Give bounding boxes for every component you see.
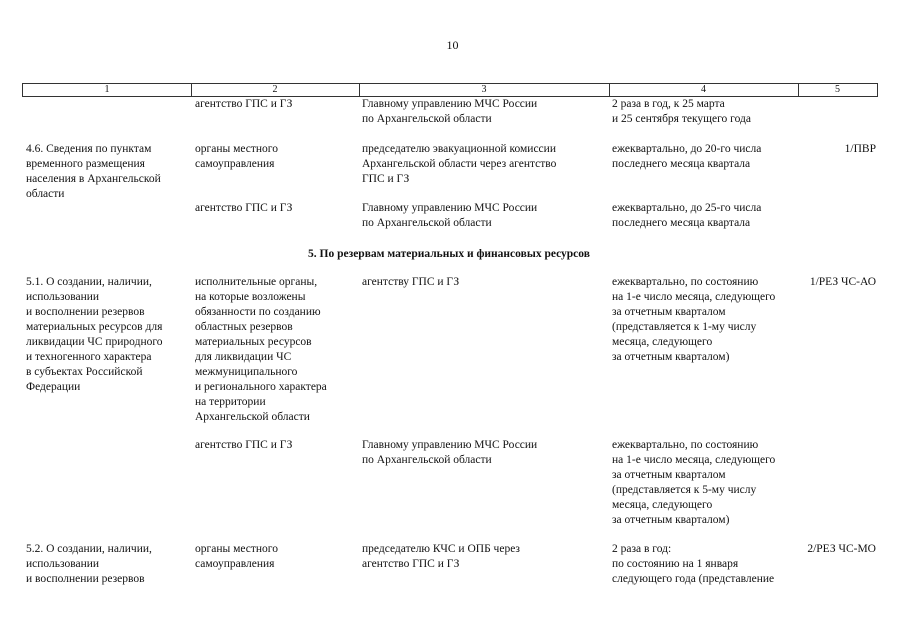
header-col-2: 2 [272, 84, 278, 95]
cell-line: (представляется к 5-му числу [612, 484, 757, 496]
table-header-row [22, 83, 878, 97]
cell-line: использовании [26, 291, 100, 303]
cell-line: по состоянию на 1 января [612, 558, 739, 570]
table-cell-col-3 [362, 275, 600, 290]
table-cell-col-2 [195, 97, 357, 112]
table-cell-col-1 [26, 542, 190, 587]
section-heading: 5. По резервам материальных и финансовых ресурсов [308, 248, 590, 260]
cell-line: и 25 сентября текущего года [612, 113, 751, 125]
cell-line: для ликвидации ЧС [195, 351, 292, 363]
table-cell-col-2 [195, 275, 357, 425]
cell-line: по Архангельской области [362, 454, 492, 466]
cell-line: на 1-е число месяца, следующего [612, 454, 776, 466]
table-cell-col-5: 2/РЕЗ ЧС-МО [807, 543, 876, 555]
table-cell-col-4 [612, 542, 798, 587]
table-cell-col-4 [612, 97, 798, 127]
cell-line: ГПС и ГЗ [362, 173, 410, 185]
cell-line: на 1-е число месяца, следующего [612, 291, 776, 303]
cell-line: межмуниципального [195, 366, 298, 378]
table-cell-col-3 [362, 97, 600, 127]
cell-line: агентство ГПС и ГЗ [362, 558, 460, 570]
cell-line: обязанности по созданию [195, 306, 321, 318]
table-cell-col-1 [26, 275, 190, 395]
cell-line: и техногенного характера [26, 351, 152, 363]
cell-line: ежеквартально, по состоянию [612, 276, 759, 288]
cell-line: Федерации [26, 381, 81, 393]
cell-line: самоуправления [195, 558, 275, 570]
cell-line: и регионального характера [195, 381, 327, 393]
table-cell-col-4 [612, 275, 798, 365]
table-cell-col-2 [195, 542, 357, 572]
header-col-5: 5 [835, 84, 840, 95]
table-cell-col-3 [362, 201, 600, 231]
cell-line: 5.1. О создании, наличии, [26, 276, 152, 288]
cell-line: органы местного [195, 143, 278, 155]
cell-line: 4.6. Сведения по пунктам [26, 143, 152, 155]
cell-line: за отчетным кварталом) [612, 351, 730, 363]
table-cell-col-4 [612, 438, 798, 528]
cell-line: ежеквартально, до 25-го числа [612, 202, 762, 214]
cell-line: и восполнении резервов [26, 306, 145, 318]
cell-line: агентство ГПС и ГЗ [195, 439, 293, 451]
cell-line: Главному управлению МЧС России [362, 439, 538, 451]
cell-line: ежеквартально, до 20-го числа [612, 143, 762, 155]
cell-line: за отчетным кварталом [612, 306, 726, 318]
cell-line: самоуправления [195, 158, 275, 170]
table-cell-col-4 [612, 201, 798, 231]
table-cell-col-1 [26, 142, 190, 202]
cell-line: председателю эвакуационной комиссии [362, 143, 556, 155]
cell-line: по Архангельской области [362, 113, 492, 125]
cell-line: на которые возложены [195, 291, 306, 303]
table-cell-col-2 [195, 438, 357, 453]
cell-line: по Архангельской области [362, 217, 492, 229]
cell-line: Главному управлению МЧС России [362, 98, 538, 110]
cell-line: председателю КЧС и ОПБ через [362, 543, 520, 555]
cell-line: и восполнении резервов [26, 573, 145, 585]
table-cell-col-2 [195, 142, 357, 172]
cell-line: (представляется к 1-му числу [612, 321, 757, 333]
page-number: 10 [446, 38, 459, 52]
table-cell-col-5: 1/ПВР [844, 143, 876, 155]
cell-line: месяца, следующего [612, 336, 713, 348]
cell-line: Главному управлению МЧС России [362, 202, 538, 214]
cell-line: 5.2. О создании, наличии, [26, 543, 152, 555]
cell-line: исполнительные органы, [195, 276, 318, 288]
cell-line: месяца, следующего [612, 499, 713, 511]
header-col-3: 3 [481, 84, 487, 95]
cell-line: 2 раза в год, к 25 марта [612, 98, 725, 110]
cell-line: Архангельской области [195, 411, 310, 423]
cell-line: органы местного [195, 543, 278, 555]
cell-line: агентство ГПС и ГЗ [195, 202, 293, 214]
table-cell-col-3 [362, 142, 600, 187]
cell-line: области [26, 188, 65, 200]
cell-line: использовании [26, 558, 100, 570]
table-cell-col-3 [362, 542, 600, 572]
cell-line: на территории [195, 396, 266, 408]
cell-line: материальных ресурсов [195, 336, 312, 348]
table-cell-col-4 [612, 142, 798, 172]
header-col-4: 4 [701, 84, 706, 95]
cell-line: материальных ресурсов для [26, 321, 163, 333]
table-cell-col-2 [195, 201, 357, 216]
cell-line: 2 раза в год: [612, 543, 672, 555]
cell-line: агентство ГПС и ГЗ [195, 98, 293, 110]
table-cell-col-3 [362, 438, 600, 468]
cell-line: Архангельской области через агентство [362, 158, 557, 170]
cell-line: за отчетным кварталом) [612, 514, 730, 526]
cell-line: ежеквартально, по состоянию [612, 439, 759, 451]
cell-line: областных резервов [195, 321, 293, 333]
header-col-1: 1 [104, 84, 110, 95]
cell-line: последнего месяца квартала [612, 217, 751, 229]
cell-line: последнего месяца квартала [612, 158, 751, 170]
cell-line: за отчетным кварталом [612, 469, 726, 481]
cell-line: населения в Архангельской [26, 173, 161, 185]
cell-line: в субъектах Российской [26, 366, 143, 378]
cell-line: агентству ГПС и ГЗ [362, 276, 460, 288]
cell-line: следующего года (представление [612, 573, 775, 585]
cell-line: ликвидации ЧС природного [26, 336, 163, 348]
cell-line: временного размещения [26, 158, 145, 170]
table-cell-col-5: 1/РЕЗ ЧС-АО [809, 276, 876, 288]
